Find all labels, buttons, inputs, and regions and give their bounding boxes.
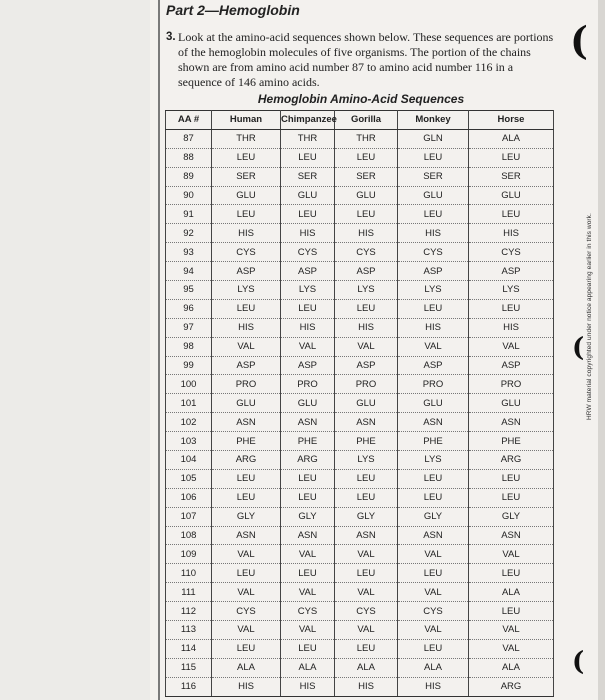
aa-number-cell: 92 [166,224,212,243]
amino-acid-cell: VAL [469,545,554,564]
aa-number-cell: 111 [166,583,212,602]
amino-acid-cell: ASN [398,526,469,545]
amino-acid-cell: LEU [335,469,398,488]
amino-acid-cell: LEU [281,488,335,507]
aa-number-cell: 88 [166,148,212,167]
amino-acid-cell: ALA [335,658,398,677]
margin-rule [158,0,160,700]
aa-number-cell: 89 [166,167,212,186]
table-row [166,413,554,432]
table-header-row [166,111,554,130]
amino-acid-cell: PHE [281,432,335,451]
amino-acid-cell: GLU [469,186,554,205]
amino-acid-cell: CYS [398,243,469,262]
amino-acid-cell: ASP [335,262,398,281]
amino-acid-cell: LEU [469,469,554,488]
amino-acid-cell: ARG [469,677,554,696]
amino-acid-cell: LEU [212,488,281,507]
amino-acid-cell: HIS [212,318,281,337]
aa-number-cell: 87 [166,129,212,148]
amino-acid-cell: PRO [398,375,469,394]
table-row [166,186,554,205]
page-right-edge [598,0,605,700]
amino-acid-cell: HIS [398,318,469,337]
binder-ring-mark: ( [570,18,588,63]
amino-acid-cell: VAL [398,337,469,356]
amino-acid-cell: PHE [469,432,554,451]
amino-acid-cell: HIS [335,318,398,337]
table-row [166,658,554,677]
amino-acid-cell: ASN [335,526,398,545]
table-row [166,432,554,451]
amino-acid-cell: LEU [212,639,281,658]
amino-acid-cell: GLU [398,186,469,205]
amino-acid-cell: VAL [212,545,281,564]
question-number: 3. [166,31,176,43]
amino-acid-cell: LEU [398,205,469,224]
amino-acid-cell: VAL [281,583,335,602]
amino-acid-cell: VAL [398,545,469,564]
amino-acid-cell: VAL [281,337,335,356]
table-row [166,394,554,413]
amino-acid-cell: CYS [398,602,469,621]
aa-number-cell: 94 [166,262,212,281]
table-row [166,337,554,356]
amino-acid-cell: VAL [335,583,398,602]
aa-number-cell: 108 [166,526,212,545]
amino-acid-cell: LYS [335,451,398,470]
amino-acid-cell: ALA [398,658,469,677]
amino-acid-cell: SER [212,167,281,186]
amino-acid-cell: HIS [281,318,335,337]
amino-acid-cell: ASP [469,262,554,281]
amino-acid-cell: LEU [469,205,554,224]
amino-acid-cell: HIS [469,318,554,337]
table-row [166,318,554,337]
aa-number-cell: 99 [166,356,212,375]
table-row [166,677,554,696]
amino-acid-cell: VAL [212,621,281,640]
amino-acid-cell: LEU [281,469,335,488]
aa-number-cell: 114 [166,639,212,658]
binder-ring-mark: ( [572,333,585,363]
amino-acid-cell: VAL [335,545,398,564]
amino-acid-cell: PHE [335,432,398,451]
amino-acid-cell: LEU [281,564,335,583]
sequence-table-container [165,110,553,693]
amino-acid-cell: LEU [212,299,281,318]
amino-acid-cell: SER [398,167,469,186]
aa-number-cell: 113 [166,621,212,640]
amino-acid-cell: GLU [335,186,398,205]
amino-acid-cell: HIS [335,677,398,696]
aa-number-cell: 107 [166,507,212,526]
amino-acid-cell: ASP [335,356,398,375]
amino-acid-cell: LEU [281,205,335,224]
aa-number-cell: 101 [166,394,212,413]
amino-acid-cell: CYS [335,243,398,262]
amino-acid-cell: LEU [469,488,554,507]
aa-number-cell: 102 [166,413,212,432]
amino-acid-cell: PRO [335,375,398,394]
binder-ring-mark: ( [572,647,585,677]
amino-acid-cell: ALA [469,658,554,677]
amino-acid-cell: VAL [281,621,335,640]
amino-acid-cell: LEU [281,148,335,167]
amino-acid-cell: ASP [469,356,554,375]
amino-acid-cell: ALA [212,658,281,677]
amino-acid-cell: ALA [469,583,554,602]
amino-acid-cell: ASP [212,356,281,375]
table-title: Hemoglobin Amino-Acid Sequences [257,92,465,106]
table-row [166,375,554,394]
amino-acid-cell: VAL [281,545,335,564]
amino-acid-cell: LYS [335,281,398,300]
amino-acid-cell: GLY [281,507,335,526]
amino-acid-cell: ASP [212,262,281,281]
amino-acid-cell: LEU [398,148,469,167]
amino-acid-cell: LEU [212,205,281,224]
aa-number-cell: 90 [166,186,212,205]
amino-acid-cell: GLY [212,507,281,526]
table-row [166,129,554,148]
amino-acid-cell: ASN [398,413,469,432]
table-row [166,621,554,640]
amino-acid-cell: ASN [469,413,554,432]
amino-acid-cell: ASP [398,356,469,375]
amino-acid-cell: CYS [469,243,554,262]
amino-acid-cell: SER [281,167,335,186]
aa-number-cell: 104 [166,451,212,470]
amino-acid-cell: ARG [469,451,554,470]
aa-number-cell: 115 [166,658,212,677]
amino-acid-cell: ASP [281,356,335,375]
column-header: Monkey [398,111,469,130]
amino-acid-cell: PRO [212,375,281,394]
table-row [166,243,554,262]
amino-acid-cell: LEU [398,639,469,658]
amino-acid-cell: GLU [281,394,335,413]
amino-acid-cell: CYS [335,602,398,621]
amino-acid-cell: THR [212,129,281,148]
column-header: Human [212,111,281,130]
aa-number-cell: 105 [166,469,212,488]
amino-acid-cell: HIS [335,224,398,243]
aa-number-cell: 100 [166,375,212,394]
aa-number-cell: 98 [166,337,212,356]
amino-acid-cell: ASN [281,526,335,545]
table-row [166,281,554,300]
amino-acid-cell: VAL [398,583,469,602]
amino-acid-cell: PHE [398,432,469,451]
amino-acid-cell: HIS [212,224,281,243]
amino-acid-cell: GLY [469,507,554,526]
table-row [166,602,554,621]
table-row [166,583,554,602]
amino-acid-cell: ALA [469,129,554,148]
amino-acid-cell: THR [281,129,335,148]
amino-acid-cell: PRO [469,375,554,394]
amino-acid-cell: ASN [469,526,554,545]
column-header: AA # [166,111,212,130]
amino-acid-cell: SER [469,167,554,186]
amino-acid-cell: LEU [335,205,398,224]
aa-number-cell: 93 [166,243,212,262]
table-row [166,299,554,318]
column-header: Horse [469,111,554,130]
aa-number-cell: 91 [166,205,212,224]
amino-acid-cell: CYS [281,602,335,621]
aa-number-cell: 96 [166,299,212,318]
table-row [166,205,554,224]
amino-acid-cell: LYS [212,281,281,300]
amino-acid-cell: CYS [212,602,281,621]
page-left-margin [0,0,150,700]
amino-acid-cell: HIS [281,224,335,243]
amino-acid-cell: VAL [469,639,554,658]
table-row [166,469,554,488]
amino-acid-cell: LEU [469,602,554,621]
amino-acid-cell: VAL [398,621,469,640]
amino-acid-cell: GLU [335,394,398,413]
amino-acid-cell: LEU [212,148,281,167]
column-header: Chimpanzee [281,111,335,130]
amino-acid-cell: SER [335,167,398,186]
table-row [166,262,554,281]
amino-acid-cell: ASP [398,262,469,281]
amino-acid-cell: VAL [335,621,398,640]
aa-number-cell: 110 [166,564,212,583]
amino-acid-cell: ASN [212,526,281,545]
table-row [166,356,554,375]
amino-acid-cell: HIS [398,224,469,243]
table-row [166,639,554,658]
amino-acid-cell: LEU [335,299,398,318]
table-row [166,507,554,526]
amino-acid-cell: ASN [281,413,335,432]
amino-acid-cell: LEU [335,564,398,583]
amino-acid-cell: LYS [281,281,335,300]
amino-acid-cell: HIS [469,224,554,243]
amino-acid-cell: LYS [398,451,469,470]
aa-number-cell: 97 [166,318,212,337]
amino-acid-cell: GLU [281,186,335,205]
amino-acid-cell: PRO [281,375,335,394]
amino-acid-cell: GLU [398,394,469,413]
amino-acid-cell: ARG [281,451,335,470]
amino-acid-cell: LEU [281,639,335,658]
amino-acid-cell: ALA [281,658,335,677]
table-row [166,564,554,583]
copyright-note: HRW material copyrighted under notice appearing earlier in this work. [586,213,593,420]
aa-number-cell: 106 [166,488,212,507]
amino-acid-cell: LEU [212,469,281,488]
column-header: Gorilla [335,111,398,130]
aa-number-cell: 103 [166,432,212,451]
amino-acid-cell: HIS [212,677,281,696]
aa-number-cell: 112 [166,602,212,621]
amino-acid-cell: LEU [469,564,554,583]
table-row [166,148,554,167]
amino-acid-cell: GLY [398,507,469,526]
amino-acid-cell: LEU [335,148,398,167]
table-row [166,545,554,564]
amino-acid-cell: LEU [335,639,398,658]
amino-acid-cell: LYS [398,281,469,300]
amino-acid-cell: GLU [212,186,281,205]
amino-acid-cell: LEU [281,299,335,318]
aa-number-cell: 95 [166,281,212,300]
amino-acid-cell: ARG [212,451,281,470]
amino-acid-cell: ASN [212,413,281,432]
amino-acid-cell: LEU [398,299,469,318]
amino-acid-cell: LYS [469,281,554,300]
aa-number-cell: 116 [166,677,212,696]
amino-acid-cell: LEU [398,469,469,488]
amino-acid-cell: CYS [281,243,335,262]
table-row [166,451,554,470]
amino-acid-cell: GLU [469,394,554,413]
amino-acid-cell: VAL [469,337,554,356]
amino-acid-cell: VAL [212,583,281,602]
amino-acid-cell: GLU [212,394,281,413]
amino-acid-cell: HIS [281,677,335,696]
table-body [166,129,554,696]
amino-acid-cell: VAL [335,337,398,356]
amino-acid-cell: LEU [335,488,398,507]
page-title: Part 2—Hemoglobin [166,2,300,18]
question-text: Look at the amino-acid sequences shown below. These sequences are portions of the hemoglobin molecules of five organisms. The portion of the chains shown are from amino acid number 87 to amino acid number 116 in a sequence of 146 amino acids. [178,30,554,89]
table-row [166,167,554,186]
amino-acid-cell: GLN [398,129,469,148]
table-row [166,224,554,243]
amino-acid-cell: VAL [212,337,281,356]
amino-acid-cell: LEU [469,299,554,318]
amino-acid-cell: THR [335,129,398,148]
table-row [166,526,554,545]
amino-acid-cell: CYS [212,243,281,262]
amino-acid-cell: HIS [398,677,469,696]
amino-acid-cell: VAL [469,621,554,640]
amino-acid-cell: LEU [398,564,469,583]
amino-acid-cell: ASP [281,262,335,281]
sequence-table [165,110,554,697]
amino-acid-cell: LEU [398,488,469,507]
amino-acid-cell: PHE [212,432,281,451]
amino-acid-cell: ASN [335,413,398,432]
aa-number-cell: 109 [166,545,212,564]
amino-acid-cell: LEU [469,148,554,167]
amino-acid-cell: LEU [212,564,281,583]
amino-acid-cell: GLY [335,507,398,526]
table-row [166,488,554,507]
